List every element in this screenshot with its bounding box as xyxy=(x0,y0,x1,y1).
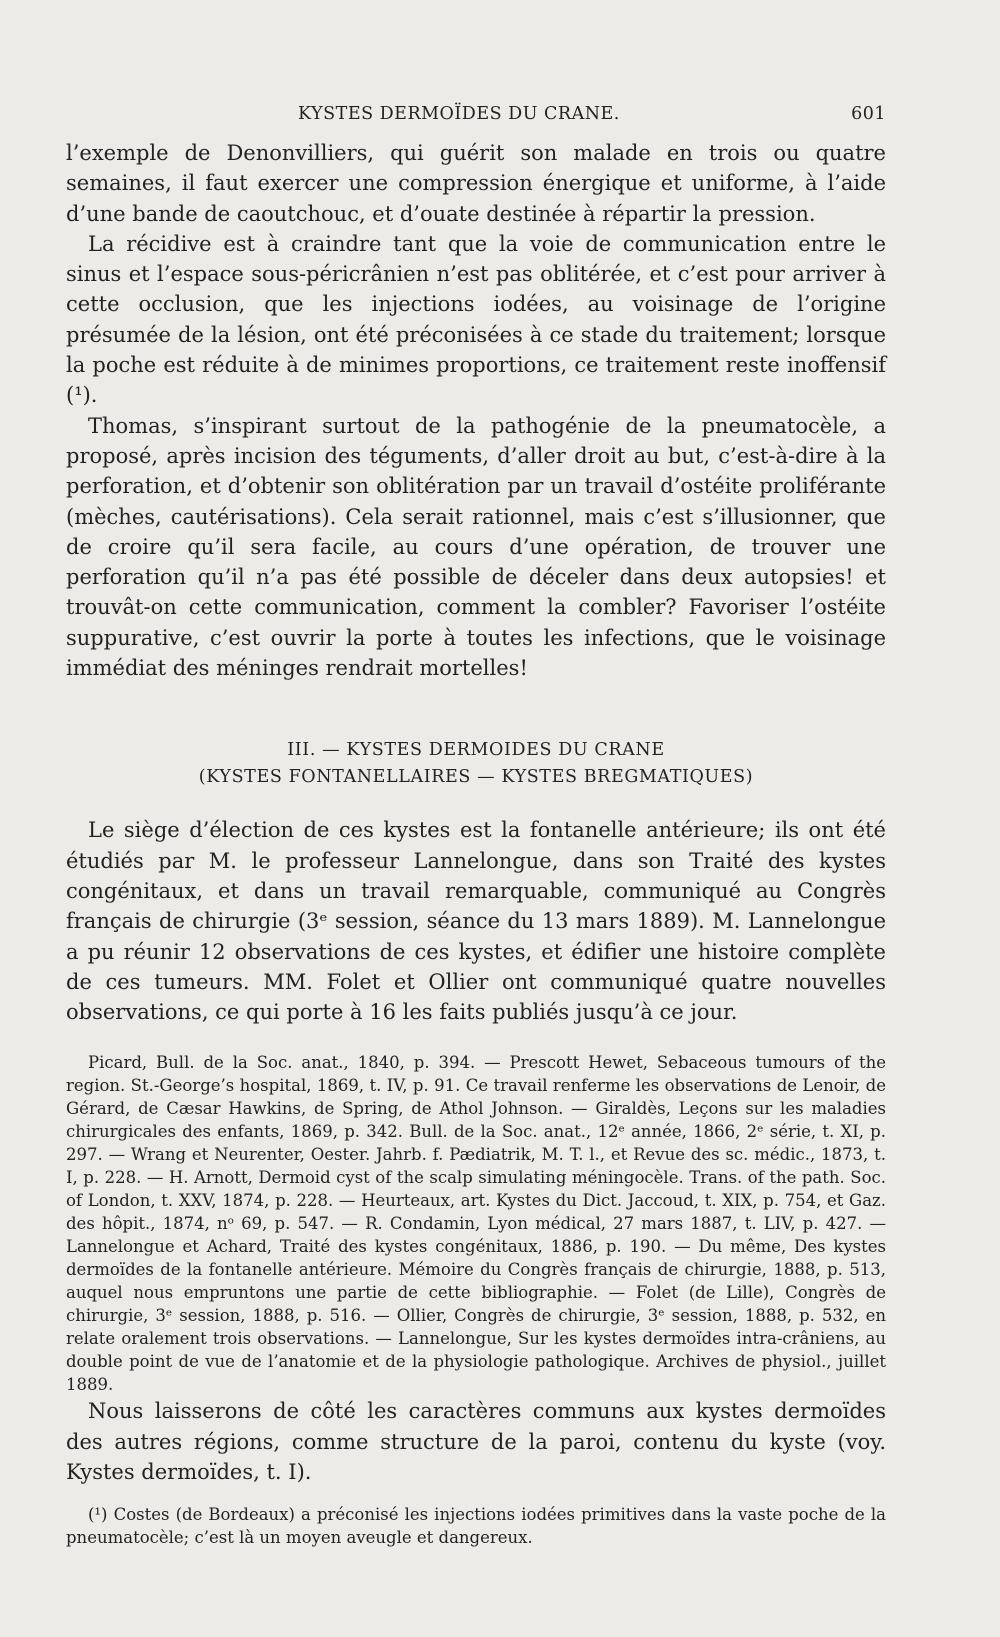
section-heading-subtitle: (KYSTES FONTANELLAIRES — KYSTES BREGMATIQUES) xyxy=(198,767,754,788)
page-body xyxy=(66,138,886,1549)
section-paragraph: Le siège d’élection de ces kystes est la fontanelle antérieure; ils ont été étudiés par M. le professeur Lannelongue, dans son Traité des kystes congénitaux, et dans un travail remarquable, communiqué au Congrès français de chirurgie (3ᵉ session, séance du 13 mars 1889). M. Lannelongue a pu réunir 12 observations de ces kystes, et édifier une histoire complète de ces tumeurs. MM. Folet et Ollier ont communiqué quatre nouvelles observations, ce qui porte à 16 les faits publiés jusqu’à ce jour. xyxy=(66,818,886,1025)
bibliography-note xyxy=(66,1051,886,1396)
section-heading xyxy=(66,737,886,791)
bibliography-text: Picard, Bull. de la Soc. anat., 1840, p. 394. — Prescott Hewet, Sebaceous tumours of the region. St.-George’s hospital, 1869, t. IV, p. 91. Ce travail renferme les observations de Lenoir, de Gérard, de Cæsar Hawkins, de Spring, de Athol Johnson. — Giraldès, Leçons sur les maladies chirurgicales des enfants, 1869, p. 342. Bull. de la Soc. anat., 12ᵉ année, 1866, 2ᵉ série, t. XI, p. 297. — Wrang et Neurenter, Oester. Jahrb. f. Pædiatrik, M. T. l., et Revue des sc. médic., 1873, t. I, p. 228. — H. Arnott, Dermoid cyst of the scalp simulating méningocèle. Trans. of the path. Soc. of London, t. XXV, 1874, p. 228. — Heurteaux, art. Kystes du Dict. Jaccoud, t. XIX, p. 754, et Gaz. des hôpit., 1874, nᵒ 69, p. 547. — R. Condamin, Lyon médical, 27 mars 1887, t. LIV, p. 427. — Lannelongue et Achard, Traité des kystes congénitaux, 1886, p. 190. — Du même, Des kystes dermoïdes de la fontanelle antérieure. Mémoire du Congrès français de chirurgie, 1888, p. 513, auquel nous empruntons une partie de cette bibliographie. — Folet (de Lille), Congrès de chirurgie, 3ᵉ session, 1888, p. 516. — Ollier, Congrès de chirurgie, 3ᵉ session, 1888, p. 532, en relate oralement trois observations. — Lannelongue, Sur les kystes dermoïdes intra-crâniens, au double point de vue de l’anatomie et de la physiologie pathologique. Archives de physiol., juillet 1889. xyxy=(66,1053,886,1395)
footnote xyxy=(66,1503,886,1549)
page-number: 601 xyxy=(851,104,886,124)
footnote-text: (¹) Costes (de Bordeaux) a préconisé les injections iodées primitives dans la vaste poche de la pneumatocèle; c’est là un moyen aveugle et dangereux. xyxy=(66,1505,886,1548)
running-title: KYSTES DERMOÏDES DU CRANE. xyxy=(298,104,620,124)
paragraph: La récidive est à craindre tant que la voie de communication entre le sinus et l’espace sous-péricrânien n’est pas oblitérée, et c’est pour arriver à cette occlusion, que les injections iodées, au voisinage de l’origine présumée de la lésion, ont été préconisées à ce stade du traitement; lorsque la poche est réduite à de minimes proportions, ce traitement reste inoffensif (¹). xyxy=(66,231,886,408)
paragraph: l’exemple de Denonvilliers, qui guérit son malade en trois ou quatre semaines, il faut exercer une compression énergique et uniforme, à l’aide d’une bande de caoutchouc, et d’ouate destinée à répartir la pression. xyxy=(66,141,886,226)
paragraph: Thomas, s’inspirant surtout de la pathogénie de la pneumatocèle, a proposé, après incision des téguments, d’aller droit au but, c’est-à-dire à la perforation, et d’obtenir son oblitération par un travail d’ostéite proliférante (mèches, cautérisations). Cela serait rationnel, mais c’est s’illusionner, que de croire qu’il sera facile, au cours d’une opération, de trouver une perforation qu’il n’a pas été possible de déceler dans deux autopsies! et trouvât-on cette communication, comment la combler? Favoriser l’ostéite suppurative, c’est ouvrir la porte à toutes les infections, que le voisinage immédiat des méninges rendrait mortelles! xyxy=(66,413,886,681)
section-heading-title: III. — KYSTES DERMOIDES DU CRANE xyxy=(287,740,665,761)
closing-paragraph: Nous laisserons de côté les caractères communs aux kystes dermoïdes des autres régions, comme structure de la paroi, contenu du kyste (voy. Kystes dermoïdes, t. I). xyxy=(66,1399,886,1485)
